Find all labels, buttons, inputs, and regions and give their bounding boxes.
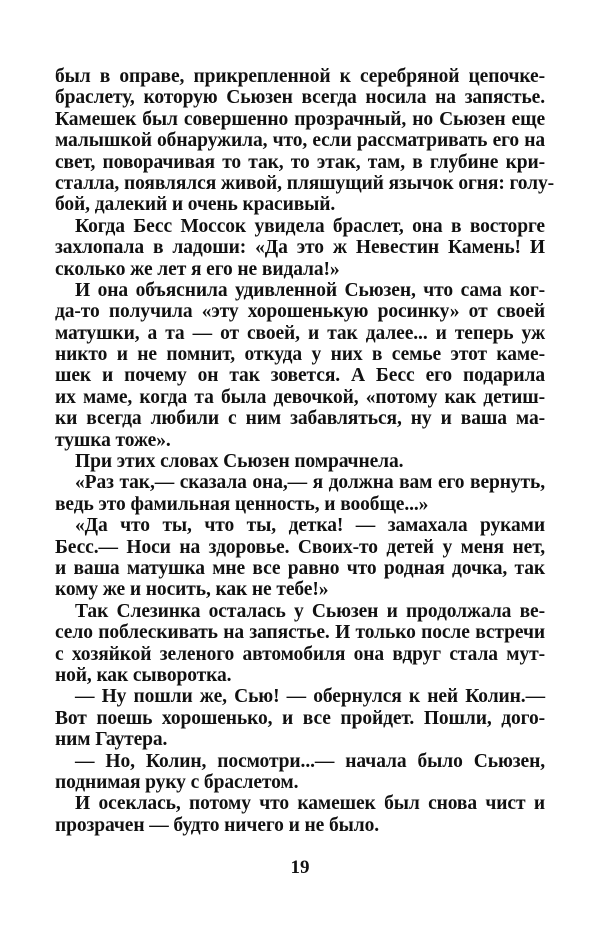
text-line: был в оправе, прикрепленной к серебряной цепочке- [55, 66, 545, 87]
text-line: Когда Бесс Моссок увидела браслет, она в восторге [75, 215, 545, 237]
text-line: — Но, Колин, посмотри...— начала было Сьюзен, [75, 750, 545, 772]
text-line: И осеклась, потому что камешек был снова чист и [75, 793, 545, 815]
text-line: никто и не помнит, откуда у них в семье этот каме- [55, 344, 545, 366]
text-line: ведь это фамильная ценность, и вообще...» [55, 493, 429, 515]
text-line: матушки, а та — от своей, и так далее... и теперь уж [55, 322, 545, 344]
text-line: их маме, когда та была девочкой, «потому как детиш- [55, 386, 545, 408]
text-line: «Да что ты, что ты, детка! — замахала руками [75, 515, 545, 537]
text-line: Так Слезинка осталась у Сьюзен и продолжала ве- [75, 600, 545, 622]
text-line: браслету, которую Сьюзен всегда носила на запястье. [55, 87, 545, 109]
text-line: да-то получила «эту хорошенькую росинку» от своей [55, 301, 545, 323]
text-line: ним Гаутера. [55, 729, 168, 751]
page-body-text [55, 66, 555, 836]
text-line: сколько же лет я его не видала!» [55, 258, 340, 280]
text-line: поднимая руку с браслетом. [55, 771, 299, 793]
text-line: И она объяснила удивленной Сьюзен, что сама ког- [75, 279, 545, 301]
text-line: и ваша матушка мне все равно что родная дочка, так [55, 557, 545, 579]
text-line: село поблескивать на запястье. И только после встречи [55, 622, 545, 644]
text-line: ки всегда любили с ним забавляться, ну и ваша ма- [55, 408, 545, 430]
text-line: Камешек был совершенно прозрачный, но Сьюзен еще [55, 108, 545, 130]
text-line: прозрачен — будто ничего и не было. [55, 814, 379, 836]
text-line: захлопала в ладоши: «Да это ж Невестин Камень! И [55, 237, 545, 259]
text-line: кому же и носить, как не тебе!» [55, 579, 329, 601]
text-line: свет, поворачивая то так, то этак, там, в глубине кри- [55, 151, 545, 173]
page-number: 19 [290, 857, 310, 878]
text-line: шек и почему он так зовется. А Бесс его подарила [55, 365, 545, 387]
text-line: Вот поешь хорошенько, и все пройдет. Пошли, дого- [55, 707, 545, 729]
text-line: малышкой обнаружила, что, если рассматривать его на [55, 130, 545, 152]
text-line: ной, как сыворотка. [55, 664, 232, 686]
text-line: тушка тоже». [55, 429, 171, 451]
text-line: сталла, появлялся живой, пляшущий язычок огня: голу- [55, 172, 555, 194]
text-line: — Ну пошли же, Сью! — обернулся к ней Колин.— [75, 686, 545, 708]
text-line: «Раз так,— сказала она,— я должна вам его вернуть, [75, 472, 545, 494]
text-line: Бесс.— Носи на здоровье. Своих-то детей у меня нет, [55, 536, 545, 558]
text-line: бой, далекий и очень красивый. [55, 194, 336, 216]
text-line: При этих словах Сьюзен помрачнела. [75, 451, 404, 473]
text-line: с хозяйкой зеленого автомобиля она вдруг стала мут- [55, 643, 545, 665]
